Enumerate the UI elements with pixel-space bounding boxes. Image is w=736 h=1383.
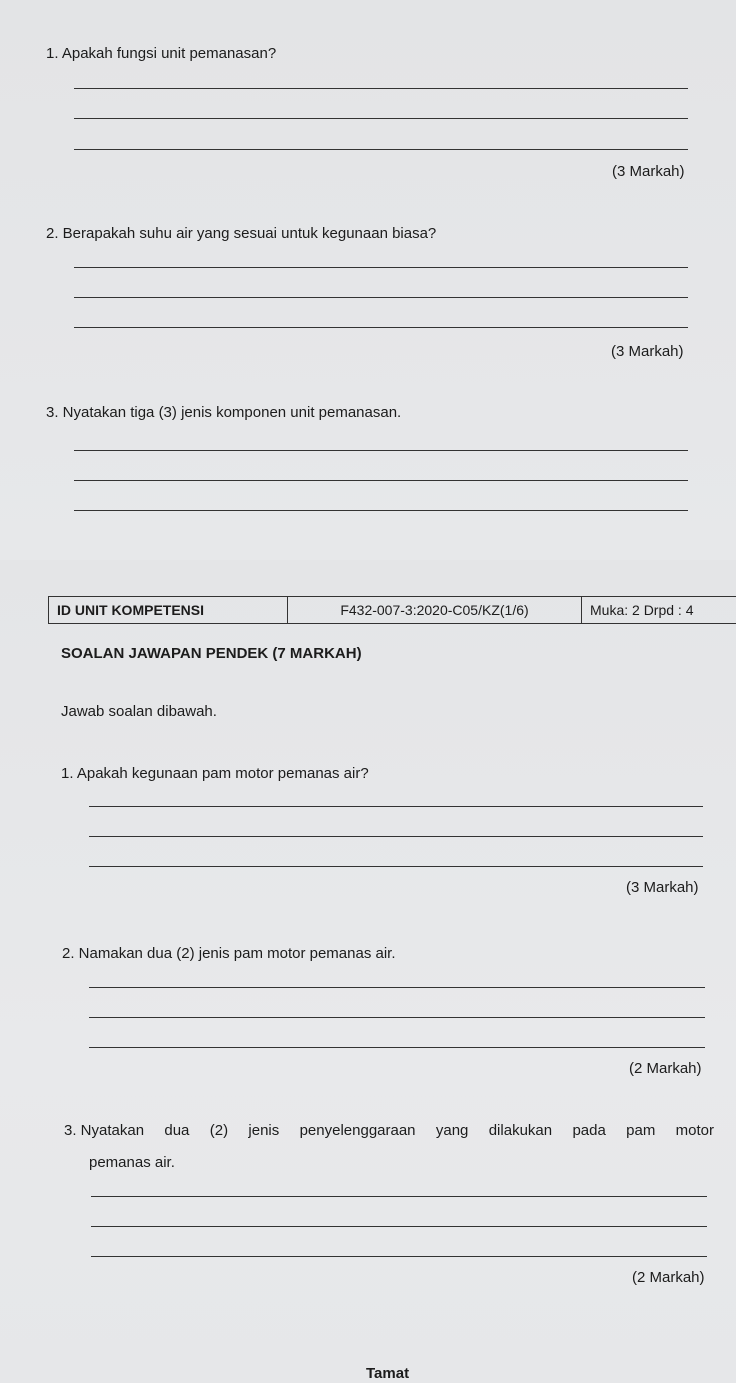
- p2-question-3-marks: (2 Markah): [632, 1269, 705, 1286]
- previous-page: [0, 0, 736, 560]
- q3-word: yang: [435, 1122, 469, 1139]
- answer-line: [74, 480, 688, 481]
- answer-line: [89, 836, 703, 837]
- unit-id-label: ID UNIT KOMPETENSI: [49, 597, 288, 623]
- q3-word: 3. Nyatakan: [64, 1122, 145, 1139]
- p2-question-1-marks: (3 Markah): [626, 879, 699, 896]
- unit-code: F432-007-3:2020-C05/KZ(1/6): [288, 597, 582, 623]
- answer-line: [89, 806, 703, 807]
- p2-question-2-text: 2. Namakan dua (2) jenis pam motor pemanas air.: [62, 945, 396, 962]
- answer-line: [89, 1047, 705, 1048]
- answer-line: [74, 327, 688, 328]
- p2-question-3-text: [64, 1122, 714, 1139]
- q3-word: jenis: [248, 1122, 280, 1139]
- p2-question-2-marks: (2 Markah): [629, 1060, 702, 1077]
- end-label: Tamat: [366, 1365, 410, 1382]
- answer-line: [89, 987, 705, 988]
- q3-word: (2): [209, 1122, 229, 1139]
- p2-question-1-text: 1. Apakah kegunaan pam motor pemanas air?: [61, 765, 369, 782]
- answer-line: [91, 1226, 707, 1227]
- answer-line: [74, 88, 688, 89]
- answer-line: [91, 1196, 707, 1197]
- instruction-text: Jawab soalan dibawah.: [61, 703, 217, 720]
- page-number: Muka: 2 Drpd : 4: [590, 602, 694, 618]
- q3-word: dilakukan: [488, 1122, 553, 1139]
- question-3-text: 3. Nyatakan tiga (3) jenis komponen unit pemanasan.: [46, 404, 402, 421]
- answer-line: [74, 297, 688, 298]
- q3-word: pam: [626, 1122, 656, 1139]
- q3-word: pada: [572, 1122, 606, 1139]
- section-title: SOALAN JAWAPAN PENDEK (7 MARKAH): [61, 645, 362, 662]
- question-2-marks: (3 Markah): [611, 343, 684, 360]
- q3-word: dua: [164, 1122, 190, 1139]
- answer-line: [74, 510, 688, 511]
- answer-line: [74, 450, 688, 451]
- answer-line: [89, 866, 703, 867]
- answer-line: [74, 267, 688, 268]
- unit-header-table: [48, 596, 736, 624]
- question-2-text: 2. Berapakah suhu air yang sesuai untuk kegunaan biasa?: [46, 225, 437, 242]
- q3-word: motor: [675, 1122, 714, 1139]
- answer-line: [74, 149, 688, 150]
- question-1-text: 1. Apakah fungsi unit pemanasan?: [46, 45, 277, 62]
- q3-word: penyelenggaraan: [299, 1122, 416, 1139]
- p2-question-3-continuation: pemanas air.: [89, 1154, 175, 1171]
- answer-line: [89, 1017, 705, 1018]
- answer-line: [91, 1256, 707, 1257]
- current-page: [0, 560, 736, 1383]
- question-1-marks: (3 Markah): [612, 163, 685, 180]
- answer-line: [74, 118, 688, 119]
